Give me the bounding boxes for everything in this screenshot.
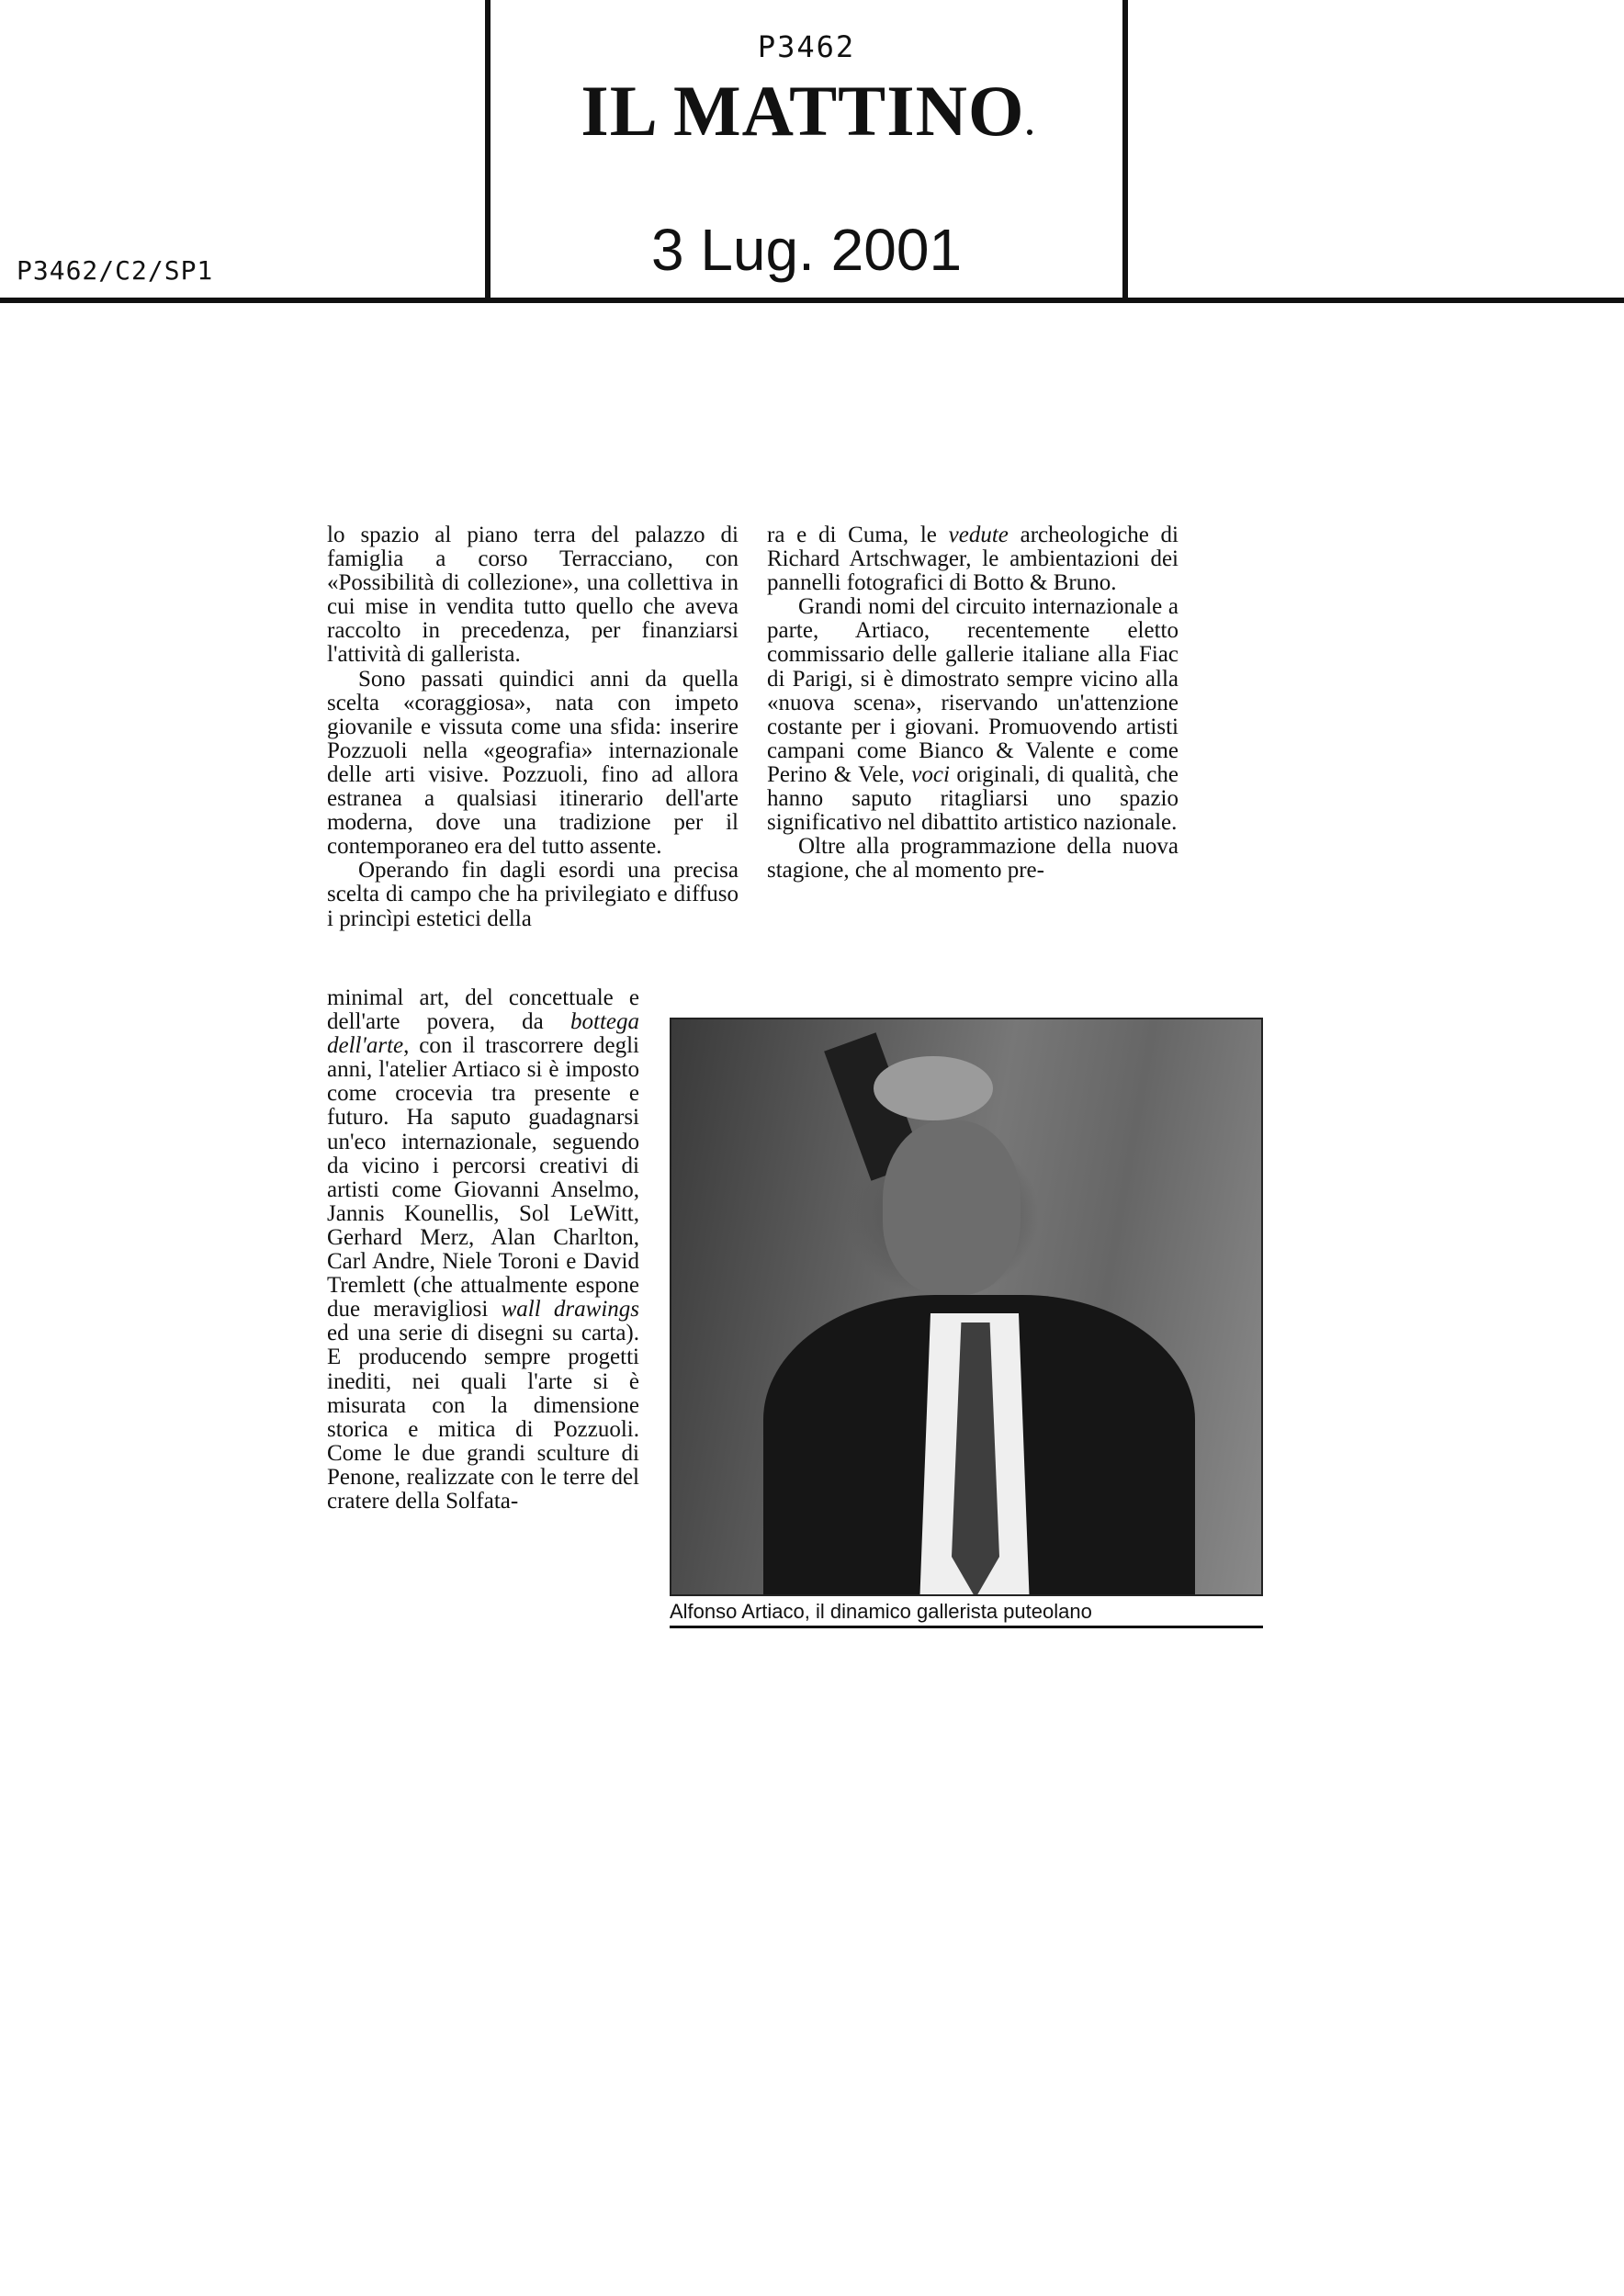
masthead-dot [1027,129,1032,135]
italic-run: wall drawings [501,1297,639,1322]
text-run: archeologiche di Richard Artschwager, le ambientazioni dei pannelli fotografici di Botto & Bruno. [767,523,1179,596]
text-run: , con il trascorrere degli anni, l'atelier Artiaco si è imposto come crocevia tra presente e futuro. Ha saputo guadagnarsi un'eco internazionale, seguendo da vicino i percorsi creativi di artisti come Giovanni Anselmo, Jannis Kounellis, Sol LeWitt, Gerhard Merz, Alan Charlton, Carl Andre, Niele Toroni e David Tremlett (che attualmente espone due meravigliosi [327,1033,639,1322]
portrait-photo [670,1018,1263,1596]
header-divider-right [1122,0,1128,303]
article-column-1 [327,523,739,931]
italic-run: vedute [948,523,1009,547]
issue-date: 3 Lug. 2001 [650,217,963,283]
text-run: minimal art, del concettuale e dell'arte povera, da [327,985,639,1035]
article-column-1-narrow [327,986,639,1514]
text-run: originali, di qualità, che hanno saputo ritagliarsi uno spazio significativo nel dibattito artistico nazionale. [767,761,1179,836]
article-paragraph: Oltre alla programmazione della nuova stagione, che al momento pre- [767,834,1179,884]
photo-hand-shape [874,1056,993,1120]
text-run: Grandi nomi del circuito internazionale a parte, Artiaco, recentemente eletto commissario delle gallerie italiane alla Fiac di Parigi, si è dimostrato sempre vicino alla «nuova scena», riservando un'attenzione costante per i giovani. Promuovendo artisti campani come Bianco & Valente e come Perino & Vele, [767,594,1179,787]
text-run: ed una serie di disegni su carta). E producendo sempre progetti inediti, nei quali l'arte si è misurata con la dimensione storica e mitica di Pozzuoli. Come le due grandi sculture di Penone, realizzate con le terre del cratere della Solfata- [327,1321,639,1514]
archive-code-left: P3462/C2/SP1 [17,255,214,286]
italic-run: bottega dell'arte [327,1009,639,1059]
text-run: ra e di Cuma, le [767,523,949,547]
header-rule [0,298,1624,303]
article-paragraph: Sono passati quindici anni da quella scelta «coraggiosa», nata con impeto giovanile e vissuta come una sfida: inserire Pozzuoli nella «geografia» internazionale delle arti visive. Pozzuoli, fino ad allora estranea a qualsiasi itinerario dell'arte moderna, dove una tradizione per il contemporaneo era del tutto assente. [327,666,739,860]
italic-run: voci [911,761,950,787]
caption-rule [670,1626,1263,1628]
article-paragraph [767,523,1179,595]
masthead-title: IL MATTINO [581,71,1025,151]
archive-code-top: P3462 [757,29,856,64]
newspaper-masthead [491,71,1122,151]
article-paragraph [767,595,1179,835]
photo-caption: Alfonso Artiaco, il dinamico gallerista puteolano [670,1600,1092,1623]
article-paragraph: lo spazio al piano terra del palazzo di famiglia a corso Terracciano, con «Possibilità di collezione», una collettiva in cui mise in vendita tutto quello che aveva raccolto in precedenza, per finanziarsi l'attività di gallerista. [327,523,739,668]
article-paragraph [327,986,639,1514]
photo-head-shape [883,1120,1021,1295]
article-column-2 [767,523,1179,883]
article-paragraph: Operando fin dagli esordi una precisa scelta di campo che ha privilegiato e diffuso i princìpi estetici della [327,858,739,931]
